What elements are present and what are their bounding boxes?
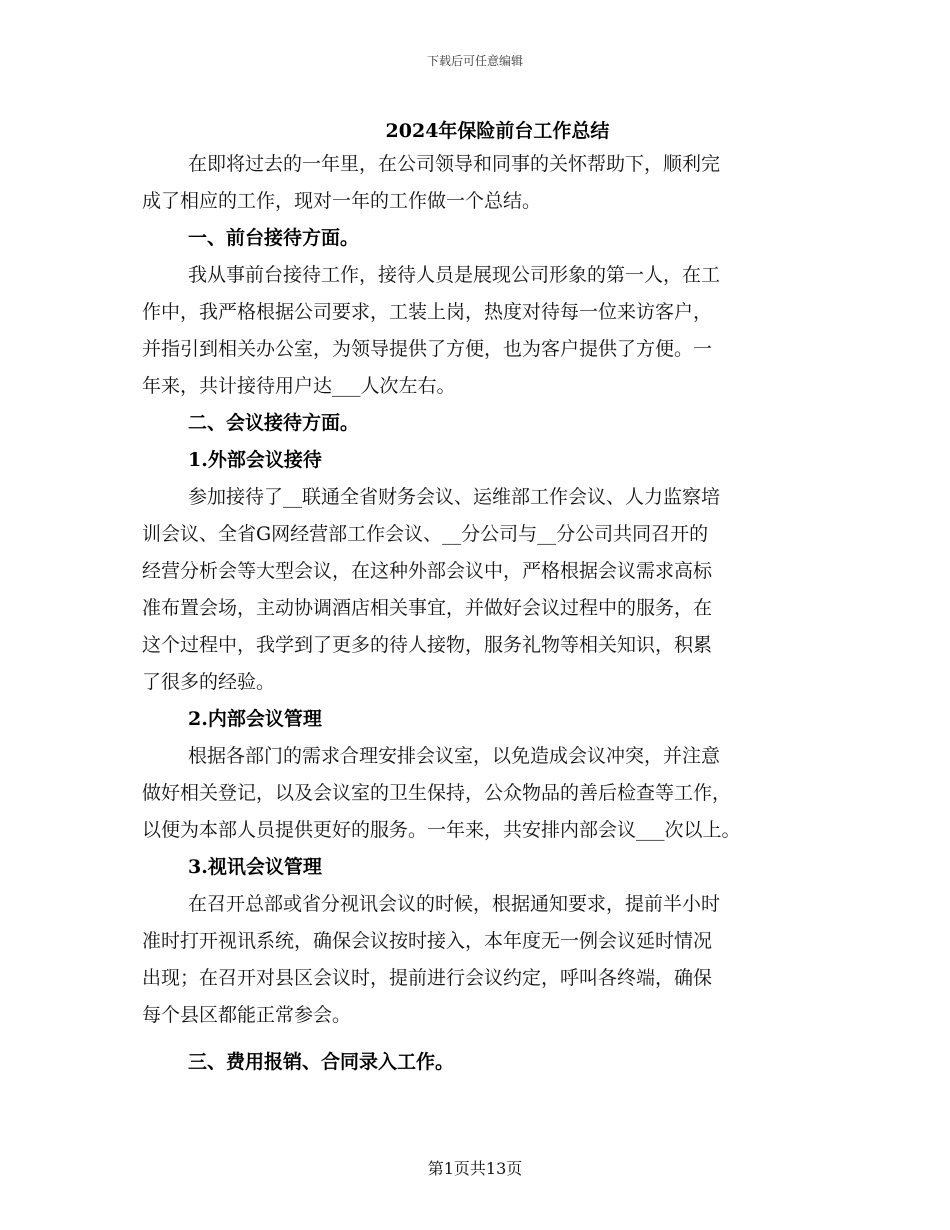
body-line: 我从事前台接待工作，接待人员是展现公司形象的第一人，在工 — [188, 264, 721, 286]
body-line: 做好相关登记，以及会议室的卫生保持，公众物品的善后检查等工作， — [142, 782, 732, 804]
body-line: 准时打开视讯系统，确保会议按时接入，本年度无一例会议延时情况 — [142, 930, 713, 952]
body-line: 这个过程中，我学到了更多的待人接物，服务礼物等相关知识，积累 — [142, 634, 713, 656]
body-line: 经营分析会等大型会议，在这种外部会议中，严格根据会议需求高标 — [142, 560, 713, 582]
subsection-heading: 1.外部会议接待 — [188, 449, 322, 471]
section-heading: 一、前台接待方面。 — [188, 227, 360, 249]
body-line: 出现；在召开对县区会议时，提前进行会议约定，呼叫各终端，确保 — [142, 967, 713, 989]
body-line: 准布置会场，主动协调酒店相关事宜，并做好会议过程中的服务，在 — [142, 597, 713, 619]
body-line: 在即将过去的一年里，在公司领导和同事的关怀帮助下，顺利完 — [188, 153, 721, 175]
page-footer: 第1页共13页 — [427, 1159, 523, 1178]
body-line: 每个县区都能正常参会。 — [142, 1004, 352, 1026]
body-line: 了很多的经验。 — [142, 671, 276, 693]
body-line: 根据各部门的需求合理安排会议室，以免造成会议冲突，并注意 — [188, 745, 721, 767]
subsection-heading: 2.内部会议管理 — [188, 708, 322, 730]
section-heading: 三、费用报销、合同录入工作。 — [188, 1051, 455, 1073]
body-line: 作中，我严格根据公司要求，工装上岗，热度对待每一位来访客户， — [142, 301, 713, 323]
body-line: 以便为本部人员提供更好的服务。一年来，共安排内部会议___次以上。 — [142, 819, 741, 841]
body-line: 成了相应的工作，现对一年的工作做一个总结。 — [142, 190, 542, 212]
body-line: 参加接待了__联通全省财务会议、运维部工作会议、人力监察培 — [188, 486, 721, 508]
page-header: 下载后可任意编辑 — [426, 54, 523, 68]
body-line: 年来，共计接待用户达___人次左右。 — [142, 375, 456, 397]
body-line: 在召开总部或省分视讯会议的时候，根据通知要求，提前半小时 — [188, 893, 721, 915]
body-line: 训会议、全省G网经营部工作会议、__分公司与__分公司共同召开的 — [142, 523, 709, 545]
document-body — [142, 146, 822, 1081]
section-heading: 二、会议接待方面。 — [188, 412, 360, 434]
body-line: 并指引到相关办公室，为领导提供了方便，也为客户提供了方便。一 — [142, 338, 713, 360]
subsection-heading: 3.视讯会议管理 — [188, 856, 322, 878]
document-title: 2024年保险前台工作总结 — [385, 120, 610, 142]
